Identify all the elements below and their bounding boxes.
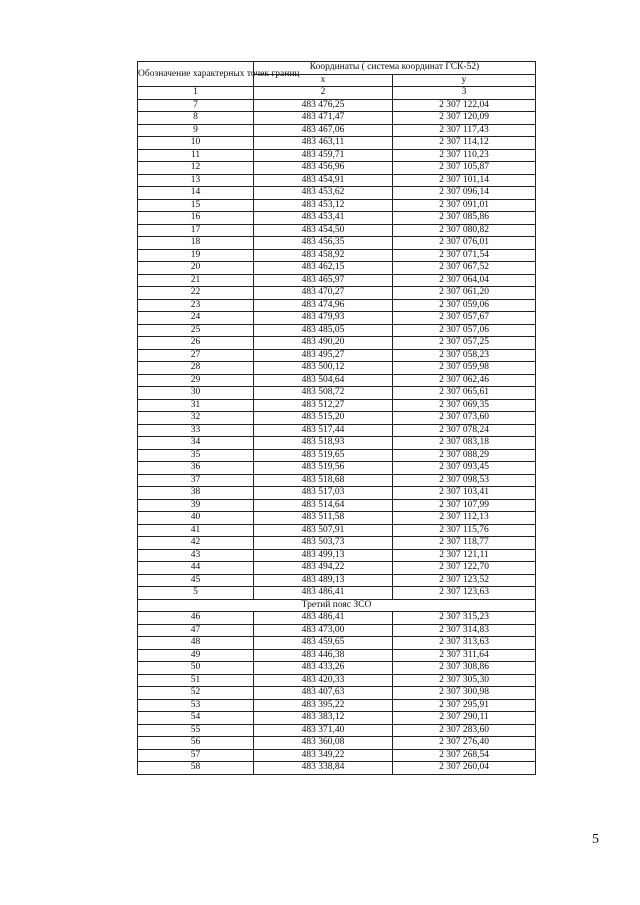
point-id-cell: 34	[138, 437, 254, 450]
x-coordinate-cell: 483 479,93	[254, 312, 393, 325]
y-coordinate-cell: 2 307 315,23	[393, 612, 536, 625]
point-id-cell: 9	[138, 124, 254, 137]
x-coordinate-cell: 483 459,65	[254, 637, 393, 650]
point-id-cell: 38	[138, 487, 254, 500]
table-row	[138, 399, 536, 412]
section-label: Третий пояс ЗСО	[138, 599, 536, 612]
x-coordinate-cell: 483 453,62	[254, 187, 393, 200]
coordinates-table	[137, 61, 536, 775]
x-coordinate-cell: 483 503,73	[254, 537, 393, 550]
table-row	[138, 112, 536, 125]
y-coordinate-cell: 2 307 283,60	[393, 724, 536, 737]
point-id-cell: 21	[138, 274, 254, 287]
point-id-cell: 55	[138, 724, 254, 737]
x-coordinate-cell: 483 511,58	[254, 512, 393, 525]
point-id-cell: 43	[138, 549, 254, 562]
y-coordinate-cell: 2 307 057,06	[393, 324, 536, 337]
table-row	[138, 662, 536, 675]
y-coordinate-cell: 2 307 122,70	[393, 562, 536, 575]
y-coordinate-cell: 2 307 276,40	[393, 737, 536, 750]
table-row	[138, 749, 536, 762]
point-id-cell: 47	[138, 624, 254, 637]
x-coordinate-cell: 483 462,15	[254, 262, 393, 275]
x-coordinate-cell: 483 453,12	[254, 199, 393, 212]
coordinates-group-header: Координаты ( система координат ГСК-52)	[254, 62, 536, 75]
y-coordinate-cell: 2 307 123,63	[393, 587, 536, 600]
table-row	[138, 274, 536, 287]
y-coordinate-cell: 2 307 098,53	[393, 474, 536, 487]
table-row	[138, 424, 536, 437]
point-id-cell: 58	[138, 762, 254, 775]
table-row	[138, 449, 536, 462]
table-row	[138, 199, 536, 212]
x-coordinate-cell: 483 446,38	[254, 649, 393, 662]
x-axis-header: х	[254, 74, 393, 87]
table-row	[138, 587, 536, 600]
y-coordinate-cell: 2 307 121,11	[393, 549, 536, 562]
point-id-cell: 46	[138, 612, 254, 625]
x-coordinate-cell: 483 485,05	[254, 324, 393, 337]
y-coordinate-cell: 2 307 057,25	[393, 337, 536, 350]
table-row	[138, 549, 536, 562]
point-id-cell: 18	[138, 237, 254, 250]
table-row	[138, 537, 536, 550]
table-row	[138, 374, 536, 387]
table-row	[138, 237, 536, 250]
y-coordinate-cell: 2 307 117,43	[393, 124, 536, 137]
x-coordinate-cell: 483 458,92	[254, 249, 393, 262]
x-coordinate-cell: 483 490,20	[254, 337, 393, 350]
point-id-cell: 16	[138, 212, 254, 225]
x-coordinate-cell: 483 474,96	[254, 299, 393, 312]
x-coordinate-cell: 483 371,40	[254, 724, 393, 737]
point-id-cell: 8	[138, 112, 254, 125]
table-row	[138, 287, 536, 300]
y-coordinate-cell: 2 307 101,14	[393, 174, 536, 187]
y-coordinate-cell: 2 307 069,35	[393, 399, 536, 412]
table-row	[138, 612, 536, 625]
table-row	[138, 387, 536, 400]
table-row	[138, 574, 536, 587]
x-coordinate-cell: 483 407,63	[254, 687, 393, 700]
y-coordinate-cell: 2 307 105,87	[393, 162, 536, 175]
y-coordinate-cell: 2 307 059,98	[393, 362, 536, 375]
x-coordinate-cell: 483 515,20	[254, 412, 393, 425]
y-coordinate-cell: 2 307 311,64	[393, 649, 536, 662]
x-coordinate-cell: 483 495,27	[254, 349, 393, 362]
point-id-cell: 29	[138, 374, 254, 387]
table-row	[138, 487, 536, 500]
point-id-cell: 36	[138, 462, 254, 475]
table-row	[138, 362, 536, 375]
y-coordinate-cell: 2 307 071,54	[393, 249, 536, 262]
table-row	[138, 699, 536, 712]
point-id-cell: 24	[138, 312, 254, 325]
x-coordinate-cell: 483 338,84	[254, 762, 393, 775]
y-coordinate-cell: 2 307 083,18	[393, 437, 536, 450]
x-coordinate-cell: 483 465,97	[254, 274, 393, 287]
y-coordinate-cell: 2 307 061,20	[393, 287, 536, 300]
y-coordinate-cell: 2 307 076,01	[393, 237, 536, 250]
y-coordinate-cell: 2 307 115,76	[393, 524, 536, 537]
point-id-cell: 22	[138, 287, 254, 300]
x-coordinate-cell: 483 459,71	[254, 149, 393, 162]
x-coordinate-cell: 483 508,72	[254, 387, 393, 400]
table-row	[138, 187, 536, 200]
x-coordinate-cell: 483 514,64	[254, 499, 393, 512]
x-coordinate-cell: 483 456,96	[254, 162, 393, 175]
y-coordinate-cell: 2 307 290,11	[393, 712, 536, 725]
table-row	[138, 124, 536, 137]
table-row	[138, 349, 536, 362]
point-id-cell: 17	[138, 224, 254, 237]
point-id-cell: 57	[138, 749, 254, 762]
table-row	[138, 99, 536, 112]
point-id-cell: 26	[138, 337, 254, 350]
x-coordinate-cell: 483 454,91	[254, 174, 393, 187]
point-label-header: Обозначение характерных точек границ	[138, 62, 254, 87]
table-row	[138, 262, 536, 275]
point-id-cell: 20	[138, 262, 254, 275]
x-coordinate-cell: 483 420,33	[254, 674, 393, 687]
table-row	[138, 737, 536, 750]
x-coordinate-cell: 483 517,03	[254, 487, 393, 500]
x-coordinate-cell: 483 519,56	[254, 462, 393, 475]
x-coordinate-cell: 483 470,27	[254, 287, 393, 300]
table-row	[138, 324, 536, 337]
y-coordinate-cell: 2 307 120,09	[393, 112, 536, 125]
table-row	[138, 437, 536, 450]
table-body-part1	[138, 99, 536, 599]
y-coordinate-cell: 2 307 058,23	[393, 349, 536, 362]
x-coordinate-cell: 483 349,22	[254, 749, 393, 762]
table-row	[138, 312, 536, 325]
column-number-3: 3	[393, 87, 536, 100]
table-row	[138, 562, 536, 575]
x-coordinate-cell: 483 507,91	[254, 524, 393, 537]
y-coordinate-cell: 2 307 091,01	[393, 199, 536, 212]
table-row	[138, 462, 536, 475]
x-coordinate-cell: 483 467,06	[254, 124, 393, 137]
table-row	[138, 174, 536, 187]
x-coordinate-cell: 483 454,50	[254, 224, 393, 237]
table-body-part2	[138, 612, 536, 775]
x-coordinate-cell: 483 504,64	[254, 374, 393, 387]
y-coordinate-cell: 2 307 314,83	[393, 624, 536, 637]
point-id-cell: 54	[138, 712, 254, 725]
point-id-cell: 33	[138, 424, 254, 437]
table-header	[138, 62, 536, 100]
x-coordinate-cell: 483 500,12	[254, 362, 393, 375]
x-coordinate-cell: 483 518,68	[254, 474, 393, 487]
y-coordinate-cell: 2 307 107,99	[393, 499, 536, 512]
table-row	[138, 474, 536, 487]
y-coordinate-cell: 2 307 295,91	[393, 699, 536, 712]
x-coordinate-cell: 483 463,11	[254, 137, 393, 150]
point-id-cell: 40	[138, 512, 254, 525]
x-coordinate-cell: 483 453,41	[254, 212, 393, 225]
point-id-cell: 49	[138, 649, 254, 662]
x-coordinate-cell: 483 499,13	[254, 549, 393, 562]
page-number: 5	[592, 832, 599, 847]
point-id-cell: 23	[138, 299, 254, 312]
table-row	[138, 724, 536, 737]
point-id-cell: 48	[138, 637, 254, 650]
y-coordinate-cell: 2 307 093,45	[393, 462, 536, 475]
table-row	[138, 512, 536, 525]
table-row	[138, 149, 536, 162]
x-coordinate-cell: 483 494,22	[254, 562, 393, 575]
column-number-1: 1	[138, 87, 254, 100]
table-row	[138, 299, 536, 312]
table-row	[138, 412, 536, 425]
point-id-cell: 37	[138, 474, 254, 487]
x-coordinate-cell: 483 433,26	[254, 662, 393, 675]
point-id-cell: 42	[138, 537, 254, 550]
point-id-cell: 28	[138, 362, 254, 375]
table-row	[138, 637, 536, 650]
point-id-cell: 56	[138, 737, 254, 750]
y-coordinate-cell: 2 307 122,04	[393, 99, 536, 112]
table-row	[138, 674, 536, 687]
table-row	[138, 224, 536, 237]
y-coordinate-cell: 2 307 065,61	[393, 387, 536, 400]
y-coordinate-cell: 2 307 085,86	[393, 212, 536, 225]
y-coordinate-cell: 2 307 067,52	[393, 262, 536, 275]
point-id-cell: 7	[138, 99, 254, 112]
y-coordinate-cell: 2 307 118,77	[393, 537, 536, 550]
y-coordinate-cell: 2 307 080,82	[393, 224, 536, 237]
point-id-cell: 25	[138, 324, 254, 337]
point-id-cell: 51	[138, 674, 254, 687]
point-id-cell: 11	[138, 149, 254, 162]
x-coordinate-cell: 483 519,65	[254, 449, 393, 462]
y-coordinate-cell: 2 307 096,14	[393, 187, 536, 200]
x-coordinate-cell: 483 489,13	[254, 574, 393, 587]
x-coordinate-cell: 483 476,25	[254, 99, 393, 112]
point-id-cell: 35	[138, 449, 254, 462]
point-id-cell: 27	[138, 349, 254, 362]
table-row	[138, 212, 536, 225]
table-row	[138, 137, 536, 150]
y-coordinate-cell: 2 307 300,98	[393, 687, 536, 700]
point-id-cell: 52	[138, 687, 254, 700]
point-id-cell: 32	[138, 412, 254, 425]
point-id-cell: 45	[138, 574, 254, 587]
point-id-cell: 41	[138, 524, 254, 537]
section-row	[138, 599, 536, 612]
y-coordinate-cell: 2 307 059,06	[393, 299, 536, 312]
section-row-group	[138, 599, 536, 612]
y-coordinate-cell: 2 307 057,67	[393, 312, 536, 325]
point-id-cell: 50	[138, 662, 254, 675]
point-id-cell: 39	[138, 499, 254, 512]
point-id-cell: 30	[138, 387, 254, 400]
y-coordinate-cell: 2 307 305,30	[393, 674, 536, 687]
y-coordinate-cell: 2 307 114,12	[393, 137, 536, 150]
point-id-cell: 44	[138, 562, 254, 575]
point-id-cell: 14	[138, 187, 254, 200]
y-axis-header: у	[393, 74, 536, 87]
x-coordinate-cell: 483 473,00	[254, 624, 393, 637]
x-coordinate-cell: 483 360,08	[254, 737, 393, 750]
x-coordinate-cell: 483 512,27	[254, 399, 393, 412]
table-row	[138, 687, 536, 700]
y-coordinate-cell: 2 307 073,60	[393, 412, 536, 425]
point-id-cell: 13	[138, 174, 254, 187]
table-row	[138, 162, 536, 175]
table-row	[138, 624, 536, 637]
table-row	[138, 649, 536, 662]
point-id-cell: 15	[138, 199, 254, 212]
point-id-cell: 10	[138, 137, 254, 150]
x-coordinate-cell: 483 471,47	[254, 112, 393, 125]
y-coordinate-cell: 2 307 110,23	[393, 149, 536, 162]
y-coordinate-cell: 2 307 112,13	[393, 512, 536, 525]
table-row	[138, 524, 536, 537]
point-id-cell: 19	[138, 249, 254, 262]
x-coordinate-cell: 483 383,12	[254, 712, 393, 725]
table-row	[138, 337, 536, 350]
y-coordinate-cell: 2 307 313,63	[393, 637, 536, 650]
table-row	[138, 499, 536, 512]
y-coordinate-cell: 2 307 123,52	[393, 574, 536, 587]
table-row	[138, 762, 536, 775]
point-id-cell: 12	[138, 162, 254, 175]
point-id-cell: 31	[138, 399, 254, 412]
point-id-cell: 53	[138, 699, 254, 712]
y-coordinate-cell: 2 307 088,29	[393, 449, 536, 462]
x-coordinate-cell: 483 395,22	[254, 699, 393, 712]
x-coordinate-cell: 483 456,35	[254, 237, 393, 250]
x-coordinate-cell: 483 518,93	[254, 437, 393, 450]
x-coordinate-cell: 483 517,44	[254, 424, 393, 437]
table-row	[138, 249, 536, 262]
column-number-2: 2	[254, 87, 393, 100]
x-coordinate-cell: 483 486,41	[254, 587, 393, 600]
y-coordinate-cell: 2 307 103,41	[393, 487, 536, 500]
y-coordinate-cell: 2 307 078,24	[393, 424, 536, 437]
y-coordinate-cell: 2 307 268,54	[393, 749, 536, 762]
y-coordinate-cell: 2 307 062,46	[393, 374, 536, 387]
point-id-cell: 5	[138, 587, 254, 600]
y-coordinate-cell: 2 307 308,86	[393, 662, 536, 675]
table-row	[138, 712, 536, 725]
y-coordinate-cell: 2 307 260,04	[393, 762, 536, 775]
y-coordinate-cell: 2 307 064,04	[393, 274, 536, 287]
x-coordinate-cell: 483 486,41	[254, 612, 393, 625]
